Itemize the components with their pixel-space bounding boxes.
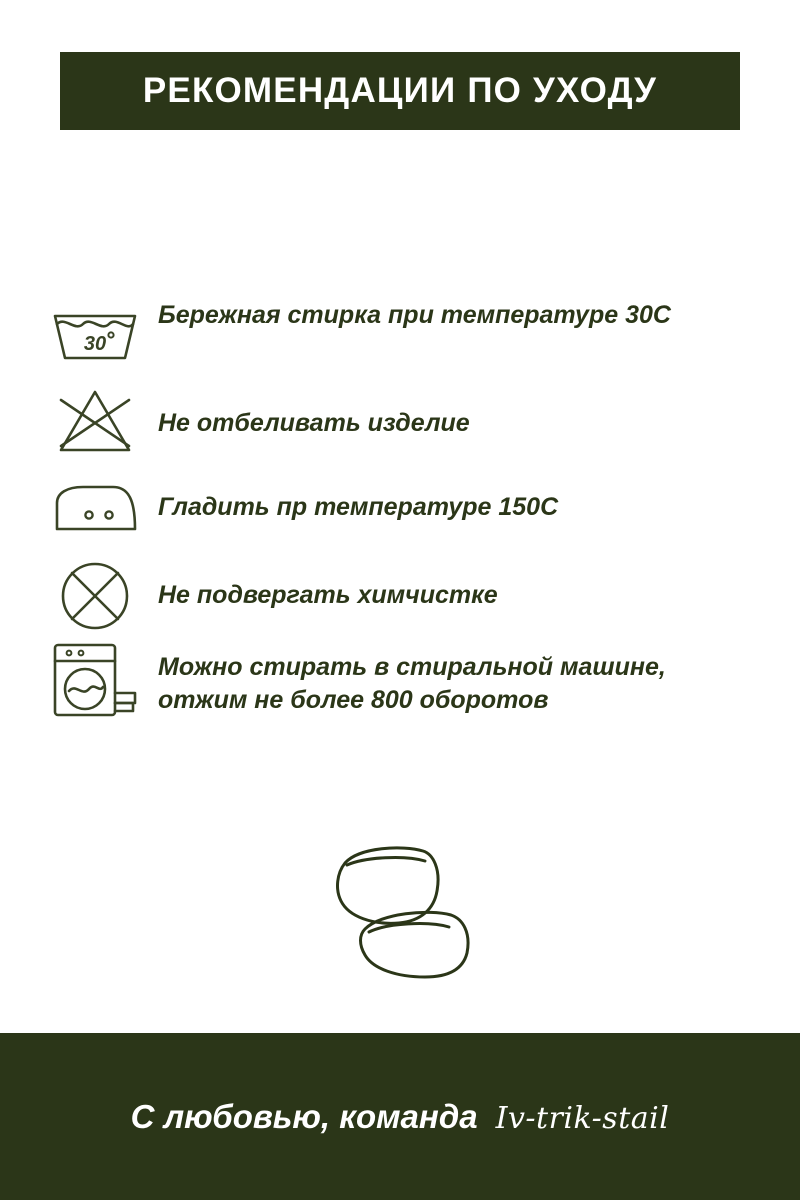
svg-text:30: 30 [83,333,107,355]
care-instruction-text: Не отбеливать изделие [158,409,470,437]
list-item [40,295,760,373]
footer-banner [0,1033,800,1200]
iron-150-icon [40,469,150,547]
care-instruction-text: Бережная стирка при температуре 30С [158,301,671,329]
list-item [40,557,760,635]
page-title: РЕКОМЕНДАЦИИ ПО УХОДУ [142,71,658,110]
care-instruction-list [40,295,760,739]
care-instruction-text: Гладить пр температуре 150С [158,493,559,521]
wash-30-icon [40,295,150,373]
footer-content [131,1098,670,1136]
care-instruction-text: Можно стирать в стиральной машине, отжим не более 800 оборотов [158,653,666,714]
care-instruction-text: Не подвергать химчистке [158,581,498,609]
header-banner [60,52,740,130]
list-item [40,383,760,461]
footer-text: С любовью, команда [130,1097,478,1135]
washing-machine-icon [40,643,150,721]
do-not-dry-clean-icon [40,557,150,635]
brand-name: Iv-trik-stail [495,1100,670,1136]
list-item [40,643,760,721]
pillows-illustration [325,835,485,980]
list-item [40,469,760,547]
do-not-bleach-icon [40,383,150,461]
